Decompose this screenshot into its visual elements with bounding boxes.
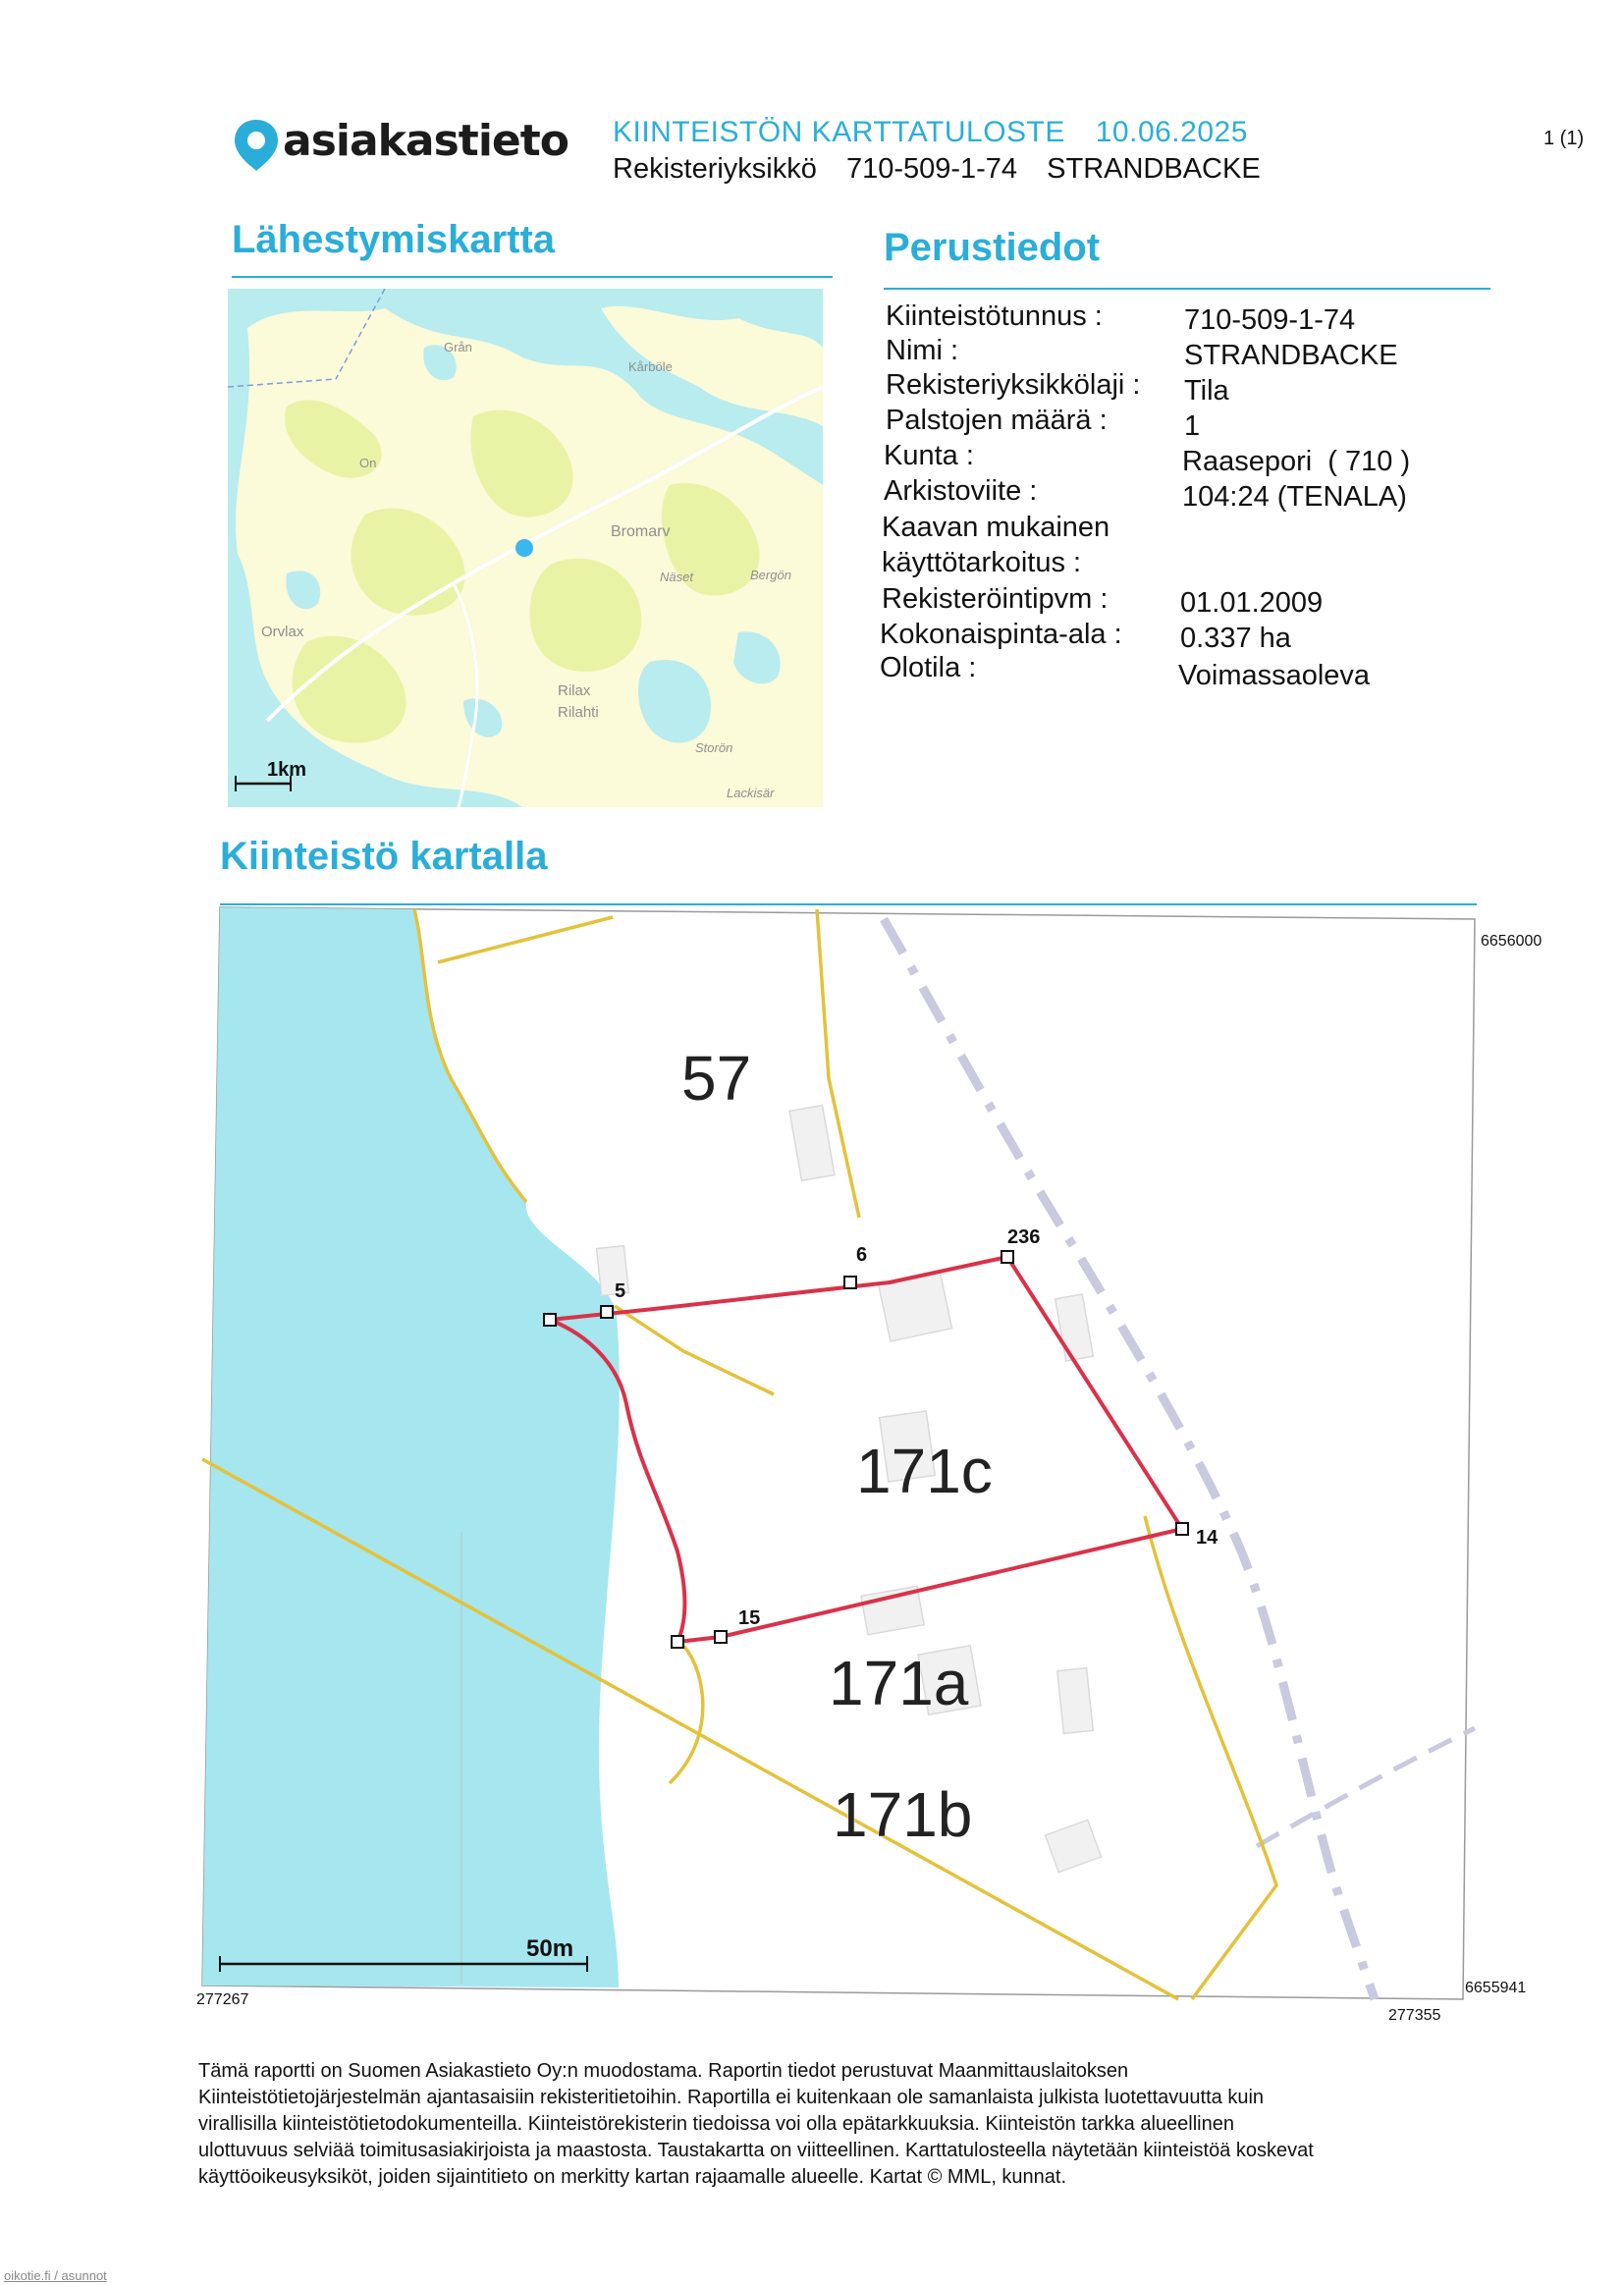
point-label: 5 bbox=[615, 1280, 626, 1302]
info-value: Raasepori ( 710 ) bbox=[1182, 446, 1411, 477]
basic-info-title: Perustiedot bbox=[884, 226, 1101, 269]
coord-top-right: 6656000 bbox=[1481, 933, 1543, 950]
approach-map-rule bbox=[232, 276, 833, 278]
place-label: Rilax bbox=[558, 682, 591, 699]
asiakastieto-logo bbox=[232, 116, 569, 175]
info-label: Arkistoviite : bbox=[884, 475, 1038, 507]
disclaimer-line: Kiinteistötietojärjestelmän ajantasaisiin rekisteritietoihin. Raportilla ei kuitenkaan ole samanlaista julkista luotettavuutta kuin bbox=[198, 2087, 1265, 2108]
report-date: 10.06.2025 bbox=[1095, 116, 1248, 148]
place-label: Näset bbox=[660, 570, 693, 584]
point-label: 236 bbox=[1007, 1226, 1041, 1248]
place-label: Rilahti bbox=[558, 704, 599, 721]
info-label: Kokonaispinta-ala : bbox=[880, 619, 1122, 650]
report-title bbox=[613, 116, 1248, 149]
info-label: Rekisteriyksikkölaji : bbox=[886, 369, 1141, 401]
subtitle-id: 710-509-1-74 bbox=[845, 153, 1018, 185]
place-label: On bbox=[359, 456, 377, 470]
subtitle-name: STRANDBACKE bbox=[1047, 153, 1261, 185]
boundary-point-marker bbox=[844, 1277, 856, 1288]
parcel-label: 57 bbox=[681, 1043, 752, 1114]
info-label: Kaavan mukainen bbox=[882, 512, 1110, 543]
place-label: Storön bbox=[695, 740, 733, 755]
coord-bottom-right: 6655941 bbox=[1465, 1980, 1527, 1996]
info-value: STRANDBACKE bbox=[1184, 340, 1398, 371]
location-pin-icon bbox=[232, 118, 281, 173]
approach-scale-label: 1km bbox=[267, 759, 307, 781]
info-label: Rekisteröintipvm : bbox=[882, 583, 1109, 615]
info-label: Nimi : bbox=[886, 335, 959, 366]
boundary-point-marker bbox=[1001, 1251, 1013, 1263]
info-label: Kunta : bbox=[884, 440, 974, 471]
place-label: Lackisär bbox=[727, 786, 775, 800]
point-label: 15 bbox=[738, 1607, 761, 1629]
boundary-point-marker bbox=[1176, 1523, 1188, 1535]
place-label: Bergön bbox=[750, 568, 791, 582]
parcel-label: 171a bbox=[829, 1648, 969, 1718]
place-label: Grån bbox=[444, 340, 472, 354]
place-label: Orvlax bbox=[261, 624, 304, 640]
report-subtitle bbox=[613, 153, 1261, 186]
disclaimer-line: ulottuvuus selviää toimitusasiakirjoista ja maastosta. Taustakartta on viitteellinen. Karttatulosteella näytetään kiinteistöä koskevat bbox=[198, 2140, 1314, 2161]
property-map bbox=[196, 903, 1483, 2005]
info-value: 01.01.2009 bbox=[1180, 587, 1324, 619]
info-value: 0.337 ha bbox=[1180, 623, 1291, 654]
boundary-point-marker bbox=[715, 1631, 727, 1643]
boundary-point-marker bbox=[544, 1314, 556, 1326]
property-location-dot bbox=[515, 539, 533, 557]
property-map-title: Kiinteistö kartalla bbox=[220, 835, 548, 878]
subtitle-label: Rekisteriyksikkö bbox=[613, 153, 817, 185]
point-label: 6 bbox=[856, 1244, 868, 1266]
coord-bottom-right-x: 277355 bbox=[1388, 2007, 1441, 2024]
place-label: Bromarv bbox=[611, 523, 671, 540]
place-label: Kårböle bbox=[628, 359, 673, 374]
info-label: käyttötarkoitus : bbox=[882, 547, 1082, 578]
approach-map-title: Lähestymiskartta bbox=[232, 218, 556, 261]
info-value: 104:24 (TENALA) bbox=[1182, 481, 1407, 513]
parcel-label: 171b bbox=[833, 1779, 973, 1850]
boundary-point-marker bbox=[672, 1636, 683, 1648]
info-value: Tila bbox=[1184, 375, 1229, 407]
approach-map bbox=[228, 289, 823, 807]
disclaimer-line: käyttöoikeusyksiköt, joiden sijaintitieto on merkitty kartan rajaamalle alueelle. Kartat © MML, kunnat. bbox=[198, 2166, 1067, 2188]
disclaimer-line: Tämä raportti on Suomen Asiakastieto Oy:n muodostama. Raportin tiedot perustuvat Maanmittauslaitoksen bbox=[198, 2060, 1129, 2082]
coord-bottom-left: 277267 bbox=[196, 1991, 249, 2008]
disclaimer-text bbox=[198, 2058, 1455, 2191]
basic-info-rule bbox=[884, 288, 1490, 290]
info-label: Olotila : bbox=[880, 652, 977, 683]
point-label: 14 bbox=[1196, 1527, 1218, 1549]
report-title-text: KIINTEISTÖN KARTTATULOSTE bbox=[613, 116, 1065, 148]
page-number: 1 (1) bbox=[1543, 128, 1585, 149]
info-label: Palstojen määrä : bbox=[886, 405, 1108, 436]
property-scale-label: 50m bbox=[526, 1935, 574, 1962]
logo-text: asiakastieto bbox=[283, 116, 569, 166]
info-value: 710-509-1-74 bbox=[1184, 304, 1356, 336]
info-label: Kiinteistötunnus : bbox=[886, 300, 1103, 332]
parcel-label: 171c bbox=[856, 1436, 993, 1506]
disclaimer-line: virallisilla kiinteistötietodokumenteilla. Kiinteistörekisterin tiedoissa voi olla epätarkkuuksia. Kiinteistön tarkka alueellinen bbox=[198, 2113, 1234, 2135]
info-value: Voimassaoleva bbox=[1178, 660, 1371, 691]
boundary-point-marker bbox=[601, 1306, 613, 1318]
info-value: 1 bbox=[1184, 410, 1201, 442]
watermark-text: oikotie.fi / asunnot bbox=[4, 2268, 107, 2283]
